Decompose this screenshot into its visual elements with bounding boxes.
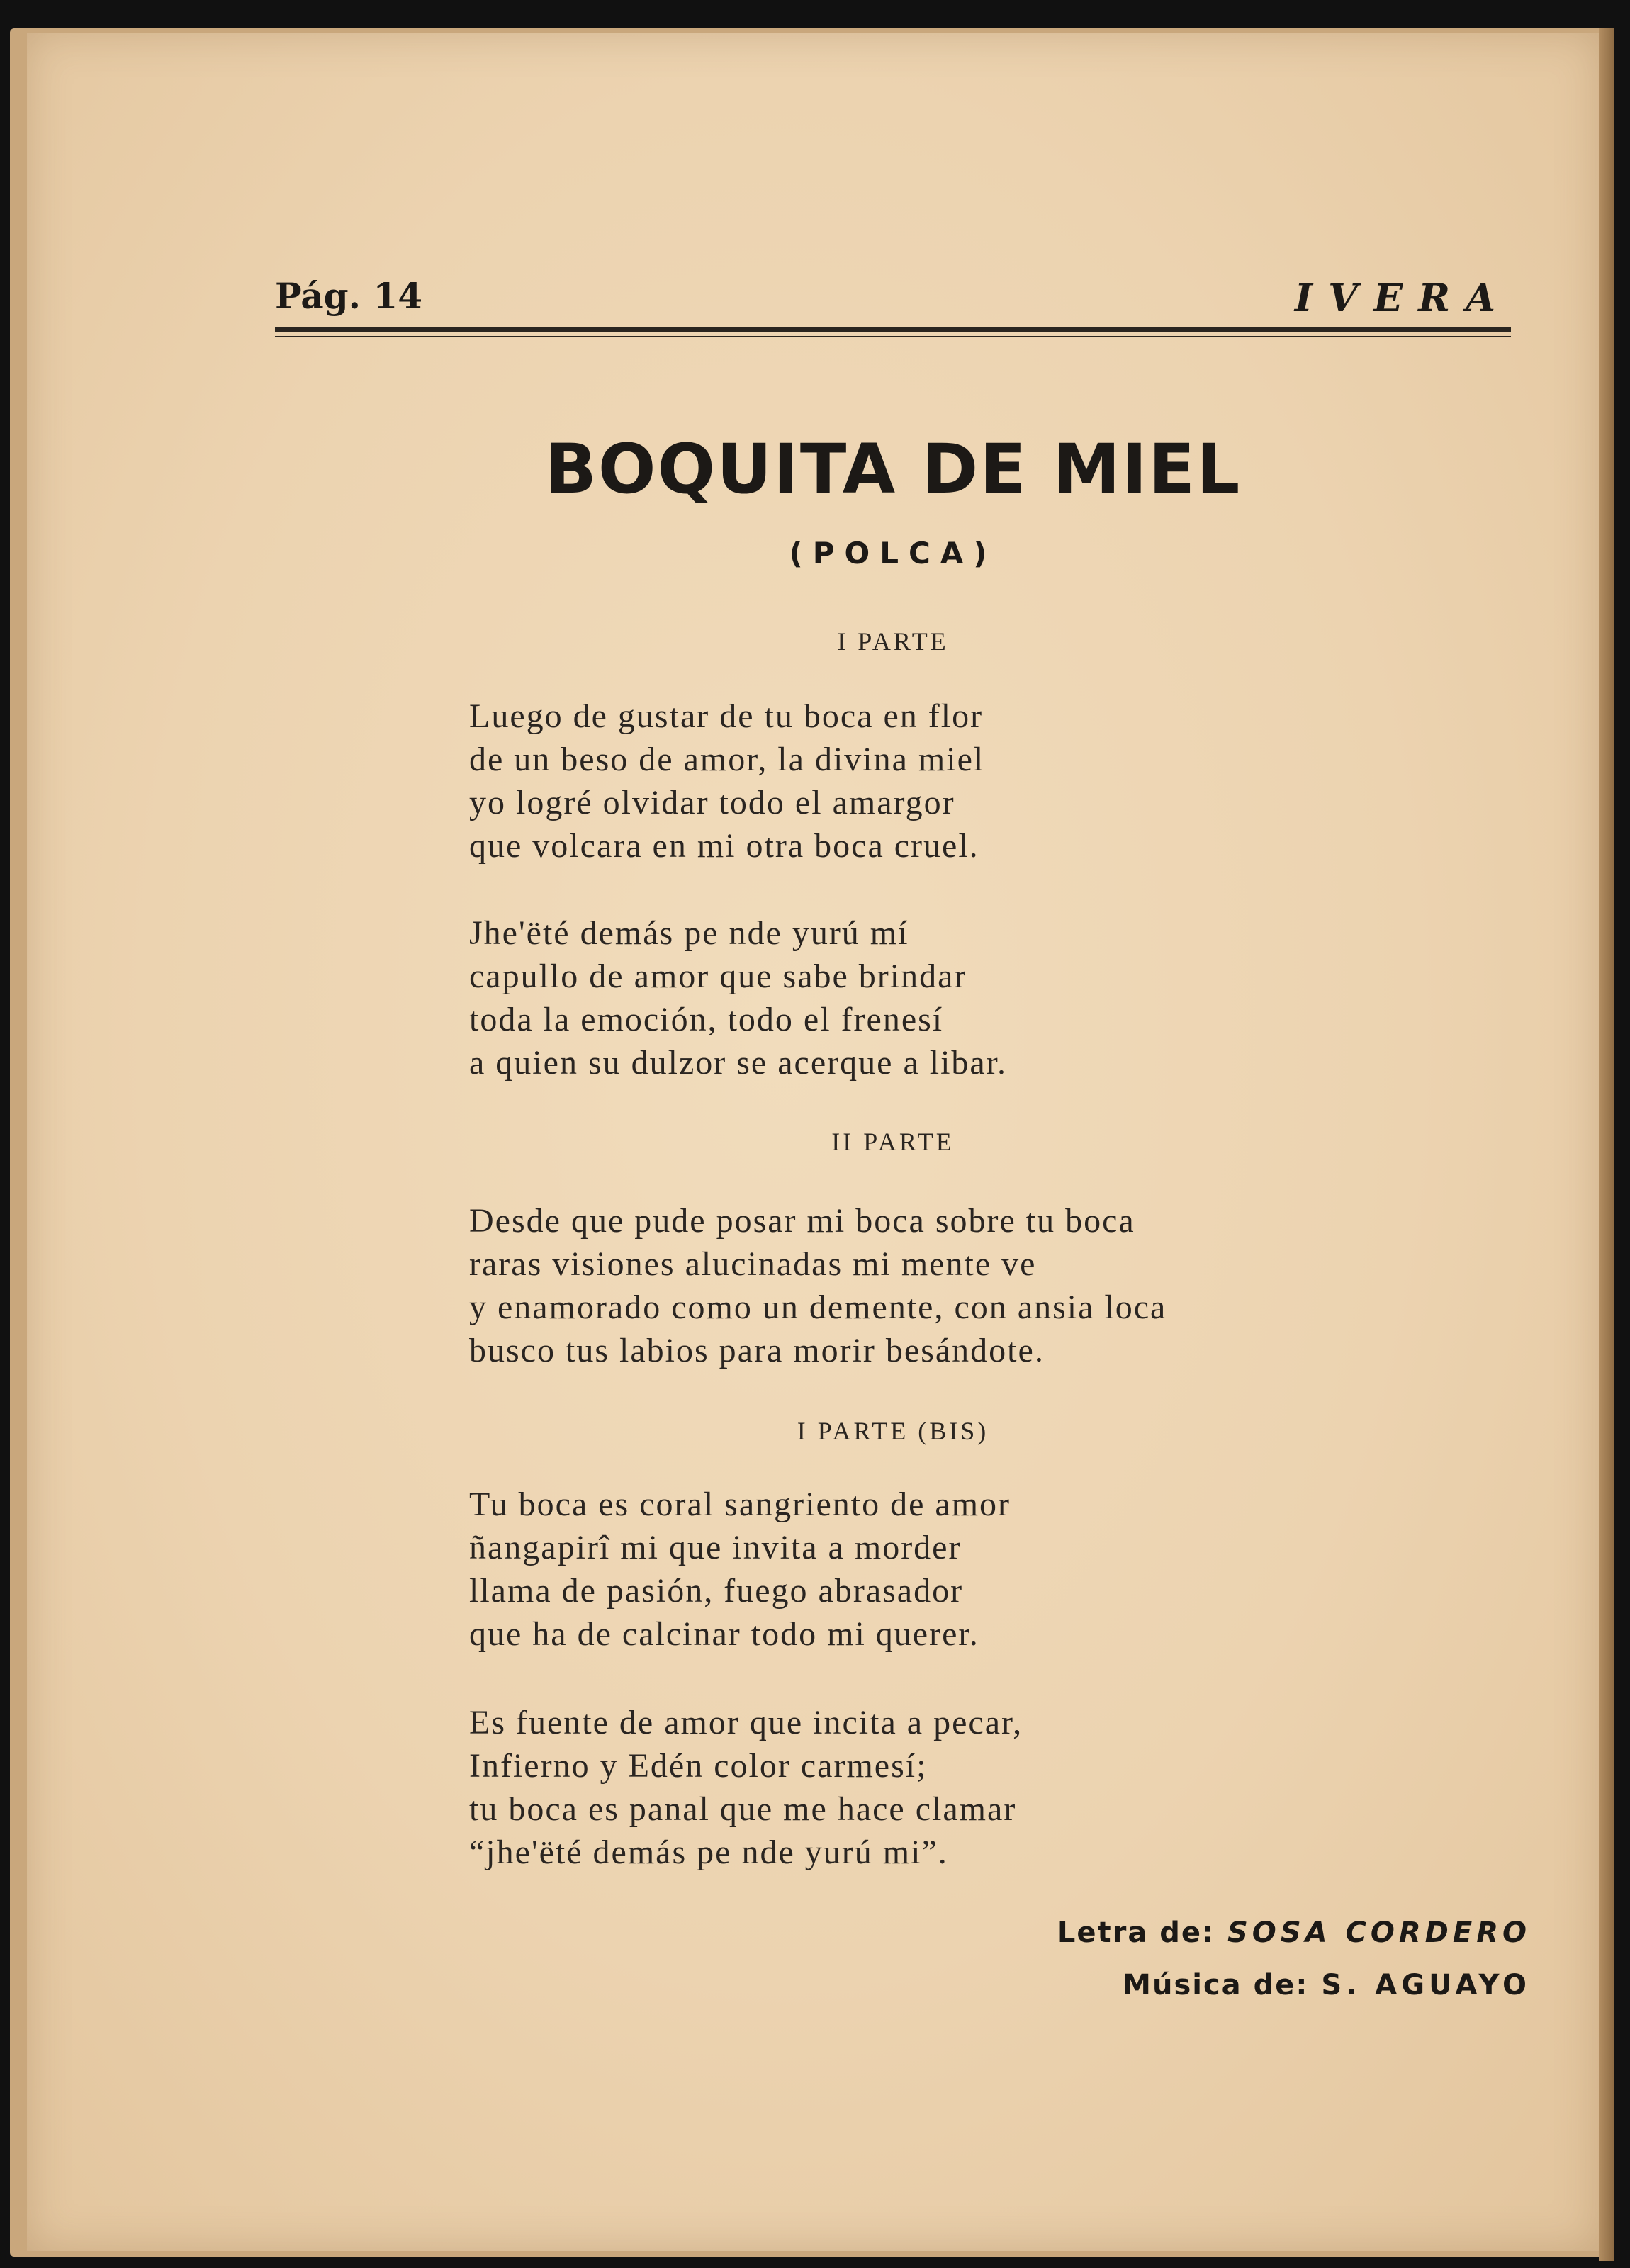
verse-line: que volcara en mi otra boca cruel. (469, 827, 979, 865)
verse-line: raras visiones alucinadas mi mente ve (469, 1245, 1037, 1283)
running-header (275, 275, 1511, 318)
section-heading: I PARTE (BIS) (797, 1417, 989, 1445)
verse-line: Luego de gustar de tu boca en flor (469, 697, 984, 735)
verse-line: de un beso de amor, la divina miel (469, 741, 985, 778)
verse-line: llama de pasión, fuego abrasador (469, 1572, 964, 1610)
song-subtitle: (POLCA) (789, 536, 997, 571)
verse-line: y enamorado como un demente, con ansia loca (469, 1289, 1167, 1326)
verse-line: busco tus labios para morir besándote. (469, 1332, 1045, 1369)
next-page-edge (1599, 28, 1614, 2261)
verse-line: capullo de amor que sabe brindar (469, 958, 967, 995)
stanza (469, 1483, 1405, 1656)
page-number: Pág. 14 (275, 275, 423, 317)
lyrics-credit (1057, 1916, 1531, 1949)
verse-line: tu boca es panal que me hace clamar (469, 1790, 1017, 1828)
verse-line: toda la emoción, todo el frenesí (469, 1001, 944, 1038)
verse-line: a quien su dulzor se acerque a libar. (469, 1044, 1008, 1082)
verse-line: Jhe'ëté demás pe nde yurú mí (469, 914, 909, 952)
verse-line: ñangapirî mi que invita a morder (469, 1529, 962, 1566)
lyrics-author: SOSA CORDERO (1227, 1916, 1531, 1949)
stanza (469, 1701, 1405, 1874)
verse-line: Tu boca es coral sangriento de amor (469, 1486, 1011, 1523)
header-rule-thick (275, 327, 1511, 332)
header-rule-thin (275, 336, 1511, 337)
lyrics-label: Letra de: (1057, 1916, 1215, 1949)
music-label: Música de: (1123, 1969, 1309, 2002)
verse-line: “jhe'ëté demás pe nde yurú mi”. (469, 1834, 948, 1871)
magazine-name: IVERA (1294, 275, 1511, 320)
music-credit (1123, 1969, 1531, 2002)
section-heading: I PARTE (837, 627, 949, 656)
stanza (469, 911, 1405, 1084)
stanza (469, 1199, 1405, 1372)
stanza (469, 695, 1405, 868)
verse-line: Desde que pude posar mi boca sobre tu boca (469, 1202, 1135, 1240)
section-heading: II PARTE (831, 1128, 955, 1156)
song-title: BOQUITA DE MIEL (544, 430, 1242, 509)
verse-line: Infierno y Edén color carmesí; (469, 1747, 928, 1785)
music-author: S. AGUAYO (1321, 1969, 1531, 2002)
verse-line: que ha de calcinar todo mi querer. (469, 1615, 979, 1653)
verse-line: yo logré olvidar todo el amargor (469, 784, 955, 821)
verse-line: Es fuente de amor que incita a pecar, (469, 1704, 1023, 1741)
